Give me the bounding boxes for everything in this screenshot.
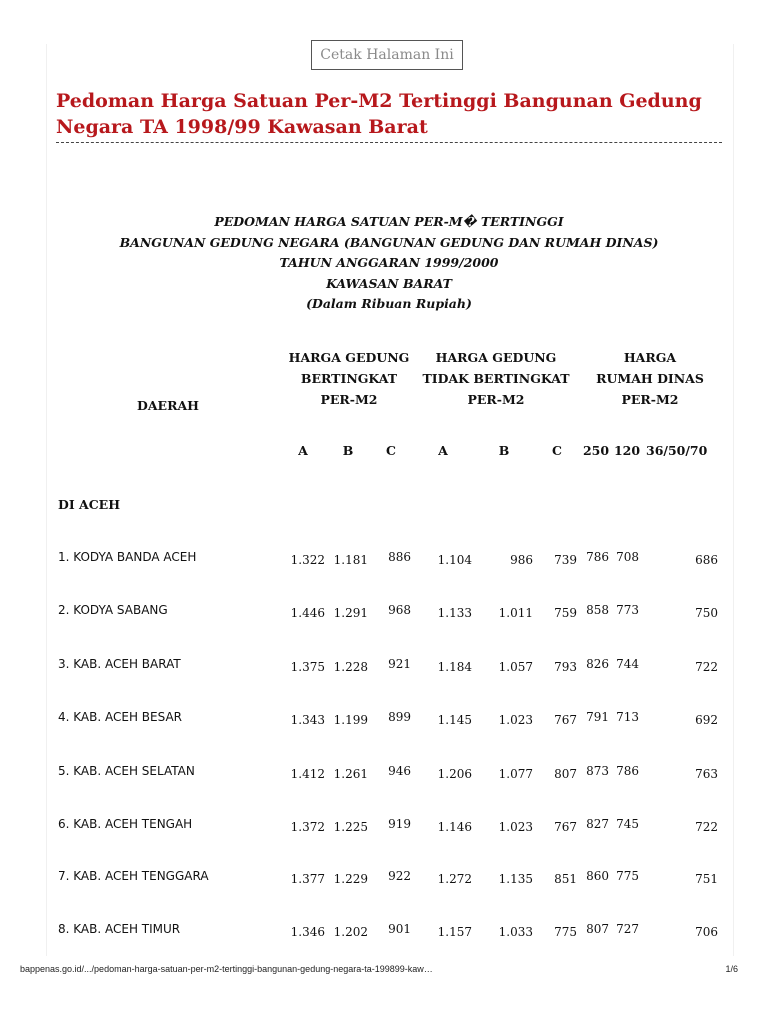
header-gedung-bertingkat-line2: BERTINGKAT bbox=[300, 371, 398, 386]
table-cell: 722 bbox=[695, 660, 718, 674]
table-cell: 827 bbox=[586, 817, 609, 831]
table-cell: 1.011 bbox=[498, 606, 533, 620]
document-heading bbox=[56, 212, 722, 315]
table-cell: 767 bbox=[554, 713, 577, 727]
table-cell: 919 bbox=[388, 817, 411, 831]
table-cell: 1.228 bbox=[333, 660, 368, 674]
print-footer-page-number: 1/6 bbox=[725, 964, 738, 974]
header-rumah-dinas bbox=[584, 347, 716, 410]
table-cell: 706 bbox=[695, 925, 718, 939]
page-title: Pedoman Harga Satuan Per-M2 Tertinggi Bangunan Gedung Negara TA 1998/99 Kawasan Barat bbox=[56, 90, 702, 138]
table-cell: 1.206 bbox=[437, 767, 472, 781]
table-cell: 1.057 bbox=[498, 660, 533, 674]
table-cell: 1.135 bbox=[498, 872, 533, 886]
table-cell: 773 bbox=[616, 603, 639, 617]
table-cell: 1.157 bbox=[437, 925, 472, 939]
heading-line-5: (Dalam Ribuan Rupiah) bbox=[306, 296, 472, 311]
heading-line-4: KAWASAN BARAT bbox=[326, 275, 452, 291]
table-cell: 1.412 bbox=[290, 767, 325, 781]
section-label: DI ACEH bbox=[58, 497, 121, 512]
row-region-name: 5. KAB. ACEH SELATAN bbox=[58, 764, 195, 778]
header-gedung-tidak-bertingkat-line2: TIDAK BERTINGKAT bbox=[422, 371, 570, 386]
table-cell: 775 bbox=[616, 869, 639, 883]
table-cell: 946 bbox=[388, 764, 411, 778]
sub-header-7: 250 bbox=[582, 443, 610, 458]
table-cell: 786 bbox=[586, 550, 609, 564]
row-region-name: 7. KAB. ACEH TENGGARA bbox=[58, 869, 209, 883]
print-footer-url: bappenas.go.id/.../pedoman-harga-satuan-per-m2-tertinggi-bangunan-gedung-negara-ta-199899-kaw… bbox=[20, 964, 433, 974]
table-cell: 775 bbox=[554, 925, 577, 939]
table-cell: 1.104 bbox=[437, 553, 472, 567]
table-cell: 1.377 bbox=[290, 872, 325, 886]
table-cell: 826 bbox=[586, 657, 609, 671]
table-cell: 1.184 bbox=[437, 660, 472, 674]
table-cell: 1.322 bbox=[290, 553, 325, 567]
header-gedung-tidak-bertingkat-line1: HARGA GEDUNG bbox=[435, 350, 557, 365]
table-cell: 750 bbox=[695, 606, 718, 620]
table-cell: 986 bbox=[510, 553, 533, 567]
table-cell: 1.229 bbox=[333, 872, 368, 886]
table-cell: 1.133 bbox=[437, 606, 472, 620]
row-region-name: 3. KAB. ACEH BARAT bbox=[58, 657, 181, 671]
table-cell: 1.023 bbox=[498, 820, 533, 834]
header-gedung-bertingkat-line3: PER-M2 bbox=[320, 392, 378, 407]
row-region-name: 4. KAB. ACEH BESAR bbox=[58, 710, 182, 724]
table-cell: 713 bbox=[616, 710, 639, 724]
table-cell: 1.346 bbox=[290, 925, 325, 939]
sub-header-6: C bbox=[552, 443, 562, 458]
table-cell: 886 bbox=[388, 550, 411, 564]
heading-line-3: TAHUN ANGGARAN 1999/2000 bbox=[279, 255, 499, 270]
table-cell: 851 bbox=[554, 872, 577, 886]
table-cell: 922 bbox=[388, 869, 411, 883]
header-gedung-tidak-bertingkat-line3: PER-M2 bbox=[467, 392, 525, 407]
table-cell: 1.146 bbox=[437, 820, 472, 834]
table-cell: 744 bbox=[616, 657, 639, 671]
heading-line-2: BANGUNAN GEDUNG NEGARA (BANGUNAN GEDUNG DAN RUMAH DINAS) bbox=[119, 234, 659, 250]
table-cell: 1.291 bbox=[333, 606, 368, 620]
table-cell: 1.272 bbox=[437, 872, 472, 886]
table-cell: 968 bbox=[388, 603, 411, 617]
table-cell: 1.261 bbox=[333, 767, 368, 781]
header-gedung-tidak-bertingkat bbox=[416, 347, 576, 410]
table-cell: 708 bbox=[616, 550, 639, 564]
table-cell: 858 bbox=[586, 603, 609, 617]
print-page-button[interactable]: Cetak Halaman Ini bbox=[311, 40, 463, 70]
print-footer bbox=[0, 964, 768, 978]
table-cell: 692 bbox=[695, 713, 718, 727]
sub-header-3: C bbox=[386, 443, 396, 458]
table-cell: 793 bbox=[554, 660, 577, 674]
row-region-name: 2. KODYA SABANG bbox=[58, 603, 168, 617]
table-cell: 1.023 bbox=[498, 713, 533, 727]
table-cell: 1.225 bbox=[333, 820, 368, 834]
table-cell: 807 bbox=[554, 767, 577, 781]
table-cell: 1.145 bbox=[437, 713, 472, 727]
header-rumah-dinas-line3: PER-M2 bbox=[621, 392, 679, 407]
sub-header-5: B bbox=[498, 443, 510, 458]
table-cell: 727 bbox=[616, 922, 639, 936]
table-cell: 860 bbox=[586, 869, 609, 883]
sub-header-9: 36/50/70 bbox=[646, 443, 708, 458]
table-cell: 1.343 bbox=[290, 713, 325, 727]
table-cell: 739 bbox=[554, 553, 577, 567]
table-cell: 1.181 bbox=[333, 553, 368, 567]
table-cell: 807 bbox=[586, 922, 609, 936]
sub-header-8: 120 bbox=[613, 443, 641, 458]
table-cell: 751 bbox=[695, 872, 718, 886]
header-rumah-dinas-line1: HARGA bbox=[623, 350, 677, 365]
header-daerah: DAERAH bbox=[137, 398, 199, 413]
table-cell: 1.372 bbox=[290, 820, 325, 834]
heading-line-1: PEDOMAN HARGA SATUAN PER-M� TERTINGGI bbox=[214, 214, 564, 229]
table-cell: 921 bbox=[388, 657, 411, 671]
table-cell: 686 bbox=[695, 553, 718, 567]
table-cell: 899 bbox=[388, 710, 411, 724]
table-cell: 1.199 bbox=[333, 713, 368, 727]
table-cell: 745 bbox=[616, 817, 639, 831]
table-cell: 873 bbox=[586, 764, 609, 778]
table-cell: 1.202 bbox=[333, 925, 368, 939]
table-cell: 759 bbox=[554, 606, 577, 620]
table-cell: 1.033 bbox=[498, 925, 533, 939]
header-gedung-bertingkat bbox=[284, 347, 414, 410]
row-region-name: 8. KAB. ACEH TIMUR bbox=[58, 922, 181, 936]
title-divider bbox=[56, 142, 722, 143]
row-region-name: 1. KODYA BANDA ACEH bbox=[58, 550, 197, 564]
table-cell: 767 bbox=[554, 820, 577, 834]
header-gedung-bertingkat-line1: HARGA GEDUNG bbox=[288, 350, 410, 365]
header-rumah-dinas-line2: RUMAH DINAS bbox=[596, 371, 704, 386]
sub-header-4: A bbox=[438, 443, 448, 458]
table-cell: 763 bbox=[695, 767, 718, 781]
table-cell: 1.446 bbox=[290, 606, 325, 620]
sub-header-2: B bbox=[342, 443, 354, 458]
table-cell: 722 bbox=[695, 820, 718, 834]
table-cell: 1.077 bbox=[498, 767, 533, 781]
table-cell: 1.375 bbox=[290, 660, 325, 674]
sub-header-1: A bbox=[298, 443, 308, 458]
table-cell: 791 bbox=[586, 710, 609, 724]
table-cell: 901 bbox=[388, 922, 411, 936]
row-region-name: 6. KAB. ACEH TENGAH bbox=[58, 817, 193, 831]
table-cell: 786 bbox=[616, 764, 639, 778]
